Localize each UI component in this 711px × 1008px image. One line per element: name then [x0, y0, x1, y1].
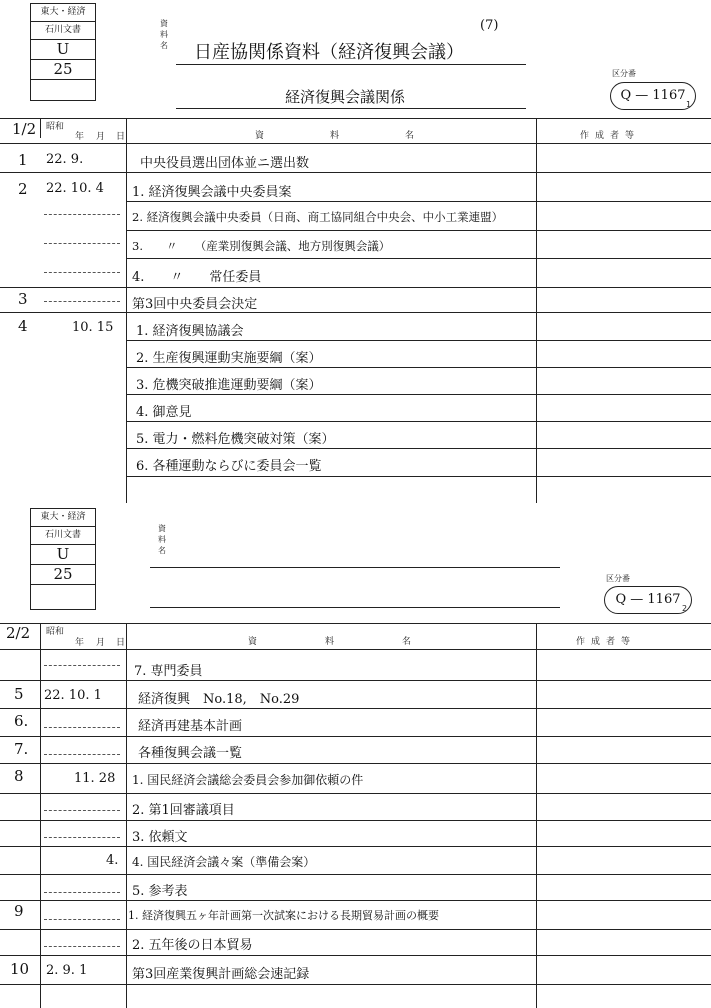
document-subtitle: 経済復興会議関係 [285, 88, 406, 106]
row-no: 10 [10, 960, 30, 978]
shiryo-label: 資 料 名 [160, 19, 168, 50]
classification-label: 区分番 [606, 574, 630, 583]
day-label: 日 [116, 638, 126, 648]
title-note: (7) [480, 18, 499, 33]
archive-stamp [30, 508, 96, 610]
stamp-number: 25 [31, 60, 95, 80]
row-name: 1. 経済復興会議中央委員案 [132, 185, 292, 200]
row-no: 2 [18, 180, 28, 198]
row-date: 2. 9. 1 [46, 963, 88, 978]
month-label: 月 [96, 132, 106, 142]
stamp-line-2: 石川文書 [31, 22, 95, 40]
page-fraction: 1/2 [12, 120, 37, 138]
name-header-1: 資 [248, 637, 258, 647]
row-no: 4 [18, 317, 28, 335]
era-label: 昭和 [46, 122, 65, 132]
row-name: 6. 各種運動ならびに委員会一覧 [136, 459, 322, 474]
name-header-2: 料 [330, 131, 340, 141]
row-name: 1. 国民経済会議総会委員会参加御依頼の件 [132, 773, 364, 787]
day-label: 日 [116, 132, 126, 142]
row-date: 22. 10. 1 [44, 688, 102, 703]
shiryo-label: 資 料 名 [158, 524, 166, 555]
row-date: 4. [106, 853, 119, 868]
row-name: 2. 経済復興会議中央委員（日商、商工協同組合中央会、中小工業連盟） [132, 210, 504, 224]
page-fraction: 2/2 [6, 624, 31, 642]
archive-stamp [30, 3, 96, 101]
row-name: 第3回中央委員会決定 [132, 297, 258, 312]
row-name: 3. 依頼文 [132, 830, 188, 845]
name-header-1: 資 [255, 131, 265, 141]
name-header-3: 名 [405, 131, 415, 141]
document-title: 日産協関係資料（経済復興会議） [194, 42, 464, 63]
row-date: 22. 9. [46, 152, 84, 167]
era-label: 昭和 [46, 627, 65, 637]
stamp-number: 25 [31, 565, 95, 585]
row-date: 10. 15 [72, 320, 114, 335]
row-no: 8 [14, 767, 24, 785]
row-name: 第3回産業復興計画総会速記録 [132, 967, 310, 982]
row-name: 1. 経済復興五ヶ年計画第一次試案における長期貿易計画の概要 [128, 909, 439, 922]
month-label: 月 [96, 638, 106, 648]
row-name: 2. 生産復興運動実施要綱（案） [136, 351, 322, 366]
classification-sub: 2 [682, 604, 688, 613]
row-name: 4. 〃 常任委員 [132, 270, 262, 285]
row-no: 5 [14, 685, 24, 703]
row-name: 経済再建基本計画 [138, 719, 243, 734]
row-no: 6. [14, 712, 29, 730]
row-date: 11. 28 [74, 771, 116, 786]
stamp-line-2: 石川文書 [31, 527, 95, 545]
row-no: 3 [18, 290, 28, 308]
row-name: 4. 国民経済会議々案（準備会案） [132, 855, 316, 869]
row-name: 3. 〃 （産業別復興会議、地方別復興会議） [132, 239, 391, 253]
stamp-line-1: 東大・経済 [31, 509, 95, 527]
row-name: 3. 危機突破推進運動要綱（案） [136, 378, 322, 393]
classification-sub: 1 [686, 100, 692, 109]
row-name: 1. 経済復興協議会 [136, 324, 244, 339]
row-no: 1 [18, 151, 28, 169]
row-name: 各種復興会議一覧 [138, 746, 243, 761]
name-header-2: 料 [325, 637, 335, 647]
row-name: 7. 専門委員 [134, 664, 203, 679]
classification-code: Q — 1167 [610, 82, 696, 110]
classification-label: 区分番 [612, 69, 636, 78]
year-label: 年 [75, 638, 85, 648]
row-name: 中央役員選出団体並ニ選出数 [140, 156, 310, 171]
classification-code: Q — 1167 [604, 586, 692, 614]
row-name: 5. 参考表 [132, 884, 188, 899]
row-name: 5. 電力・燃料危機突破対策（案） [136, 432, 335, 447]
author-header: 作成者等 [580, 131, 641, 141]
row-no: 7. [14, 740, 29, 758]
author-header: 作成者等 [576, 637, 637, 647]
row-name: 2. 五年後の日本貿易 [132, 938, 253, 953]
stamp-line-1: 東大・経済 [31, 4, 95, 22]
stamp-letter: U [31, 40, 95, 60]
row-name: 4. 御意見 [136, 405, 192, 420]
stamp-letter: U [31, 545, 95, 565]
year-label: 年 [75, 132, 85, 142]
row-name: 経済復興 No.18, No.29 [138, 692, 300, 707]
row-name: 2. 第1回審議項目 [132, 803, 235, 818]
row-date: 22. 10. 4 [46, 181, 104, 196]
row-no: 9 [14, 902, 24, 920]
name-header-3: 名 [402, 637, 412, 647]
